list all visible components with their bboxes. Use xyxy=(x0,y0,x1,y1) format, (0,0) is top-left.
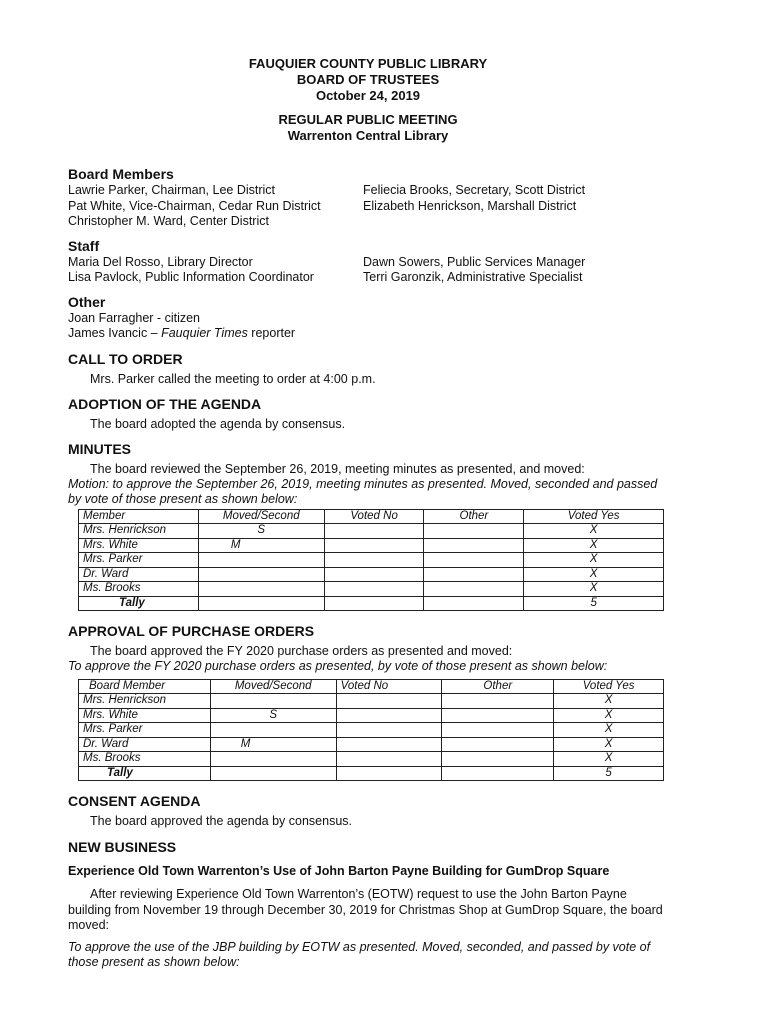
staff-list xyxy=(68,255,668,286)
purchase-orders-motion: To approve the FY 2020 purchase orders as presented, by vote of those present as shown below: xyxy=(68,659,608,673)
table-row: Ms. Brooks X xyxy=(79,582,664,597)
table-row: Dr. Ward X xyxy=(79,567,664,582)
table-header-row xyxy=(79,679,664,694)
table-row: Mrs. White M X xyxy=(79,538,664,553)
table-row: Mrs. Henrickson X xyxy=(79,694,664,709)
column-header: Voted No xyxy=(324,509,424,524)
purchase-orders-heading: APPROVAL OF PURCHASE ORDERS xyxy=(68,623,315,639)
new-business-heading: NEW BUSINESS xyxy=(68,839,177,855)
minutes-motion: Motion: to approve the September 26, 2019, meeting minutes as presented. Moved, seconded and passed by vote of those present as shown below: xyxy=(68,476,658,506)
other-attendee: James Ivancic – Fauquier Times reporter xyxy=(68,326,296,340)
table-header-row xyxy=(79,509,664,524)
document-page xyxy=(68,56,668,971)
consent-text: The board approved the agenda by consensus. xyxy=(90,814,352,828)
column-header: Voted Yes xyxy=(524,509,664,524)
call-to-order-heading: CALL TO ORDER xyxy=(68,350,183,367)
column-header: Voted No xyxy=(336,679,442,694)
new-business-subheading: Experience Old Town Warrenton’s Use of John Barton Payne Building for GumDrop Square xyxy=(68,864,610,878)
tally-row: Tally 5 xyxy=(79,596,664,611)
board-members-list xyxy=(68,183,668,230)
new-business-text: After reviewing Experience Old Town Warrenton’s (EOTW) request to use the John Barton Payne building from November 19 through December 30, 2019 for Christmas Shop at GumDrop Square, the board moved: xyxy=(68,887,663,932)
meeting-type: REGULAR PUBLIC MEETING xyxy=(278,112,458,127)
board-title: BOARD OF TRUSTEES xyxy=(296,72,440,87)
adoption-text: The board adopted the agenda by consensus. xyxy=(90,416,346,431)
board-member: Pat White, Vice-Chairman, Cedar Run District xyxy=(68,198,321,213)
board-member: Feliecia Brooks, Secretary, Scott District xyxy=(363,183,586,197)
table-row: Mrs. Parker X xyxy=(79,723,664,738)
other-attendee: Joan Farragher - citizen xyxy=(68,310,201,325)
board-members-heading: Board Members xyxy=(68,166,174,182)
column-header: Moved/Second xyxy=(210,679,336,694)
board-member: Christopher M. Ward, Center District xyxy=(68,214,269,228)
other-heading: Other xyxy=(68,293,106,310)
minutes-heading: MINUTES xyxy=(68,440,131,457)
column-header: Moved/Second xyxy=(198,509,324,524)
publication-name: Fauquier Times xyxy=(161,326,248,340)
staff-member: Lisa Pavlock, Public Information Coordinator xyxy=(68,270,314,284)
column-header: Member xyxy=(79,509,199,524)
board-member: Lawrie Parker, Chairman, Lee District xyxy=(68,183,276,197)
purchase-orders-vote-table xyxy=(78,679,664,782)
staff-member: Terri Garonzik, Administrative Specialist xyxy=(363,270,583,284)
meeting-date: October 24, 2019 xyxy=(315,88,421,103)
call-to-order-text: Mrs. Parker called the meeting to order at 4:00 p.m. xyxy=(90,371,376,386)
table-row: Mrs. Parker X xyxy=(79,553,664,568)
staff-heading: Staff xyxy=(68,237,100,254)
table-row: Dr. Ward M X xyxy=(79,737,664,752)
table-row: Mrs. Henrickson S X xyxy=(79,524,664,539)
table-row: Ms. Brooks X xyxy=(79,752,664,767)
column-header: Other xyxy=(424,509,524,524)
tally-row: Tally 5 xyxy=(79,766,664,781)
library-name: FAUQUIER COUNTY PUBLIC LIBRARY xyxy=(248,56,488,71)
minutes-text: The board reviewed the September 26, 2019, meeting minutes as presented, and moved: xyxy=(90,461,585,476)
purchase-orders-text: The board approved the FY 2020 purchase orders as presented and moved: xyxy=(90,644,513,658)
minutes-vote-table xyxy=(78,509,664,612)
staff-member: Maria Del Rosso, Library Director xyxy=(68,254,253,269)
column-header: Voted Yes xyxy=(554,679,664,694)
adoption-heading: ADOPTION OF THE AGENDA xyxy=(68,395,262,412)
column-header: Board Member xyxy=(79,679,211,694)
meeting-location: Warrenton Central Library xyxy=(287,128,449,143)
consent-heading: CONSENT AGENDA xyxy=(68,793,201,809)
staff-member: Dawn Sowers, Public Services Manager xyxy=(363,254,586,269)
board-member: Elizabeth Henrickson, Marshall District xyxy=(363,198,577,213)
column-header: Other xyxy=(442,679,554,694)
new-business-motion: To approve the use of the JBP building by EOTW as presented. Moved, seconded, and passed by vote of those present as shown below: xyxy=(68,939,651,969)
table-row: Mrs. White S X xyxy=(79,708,664,723)
